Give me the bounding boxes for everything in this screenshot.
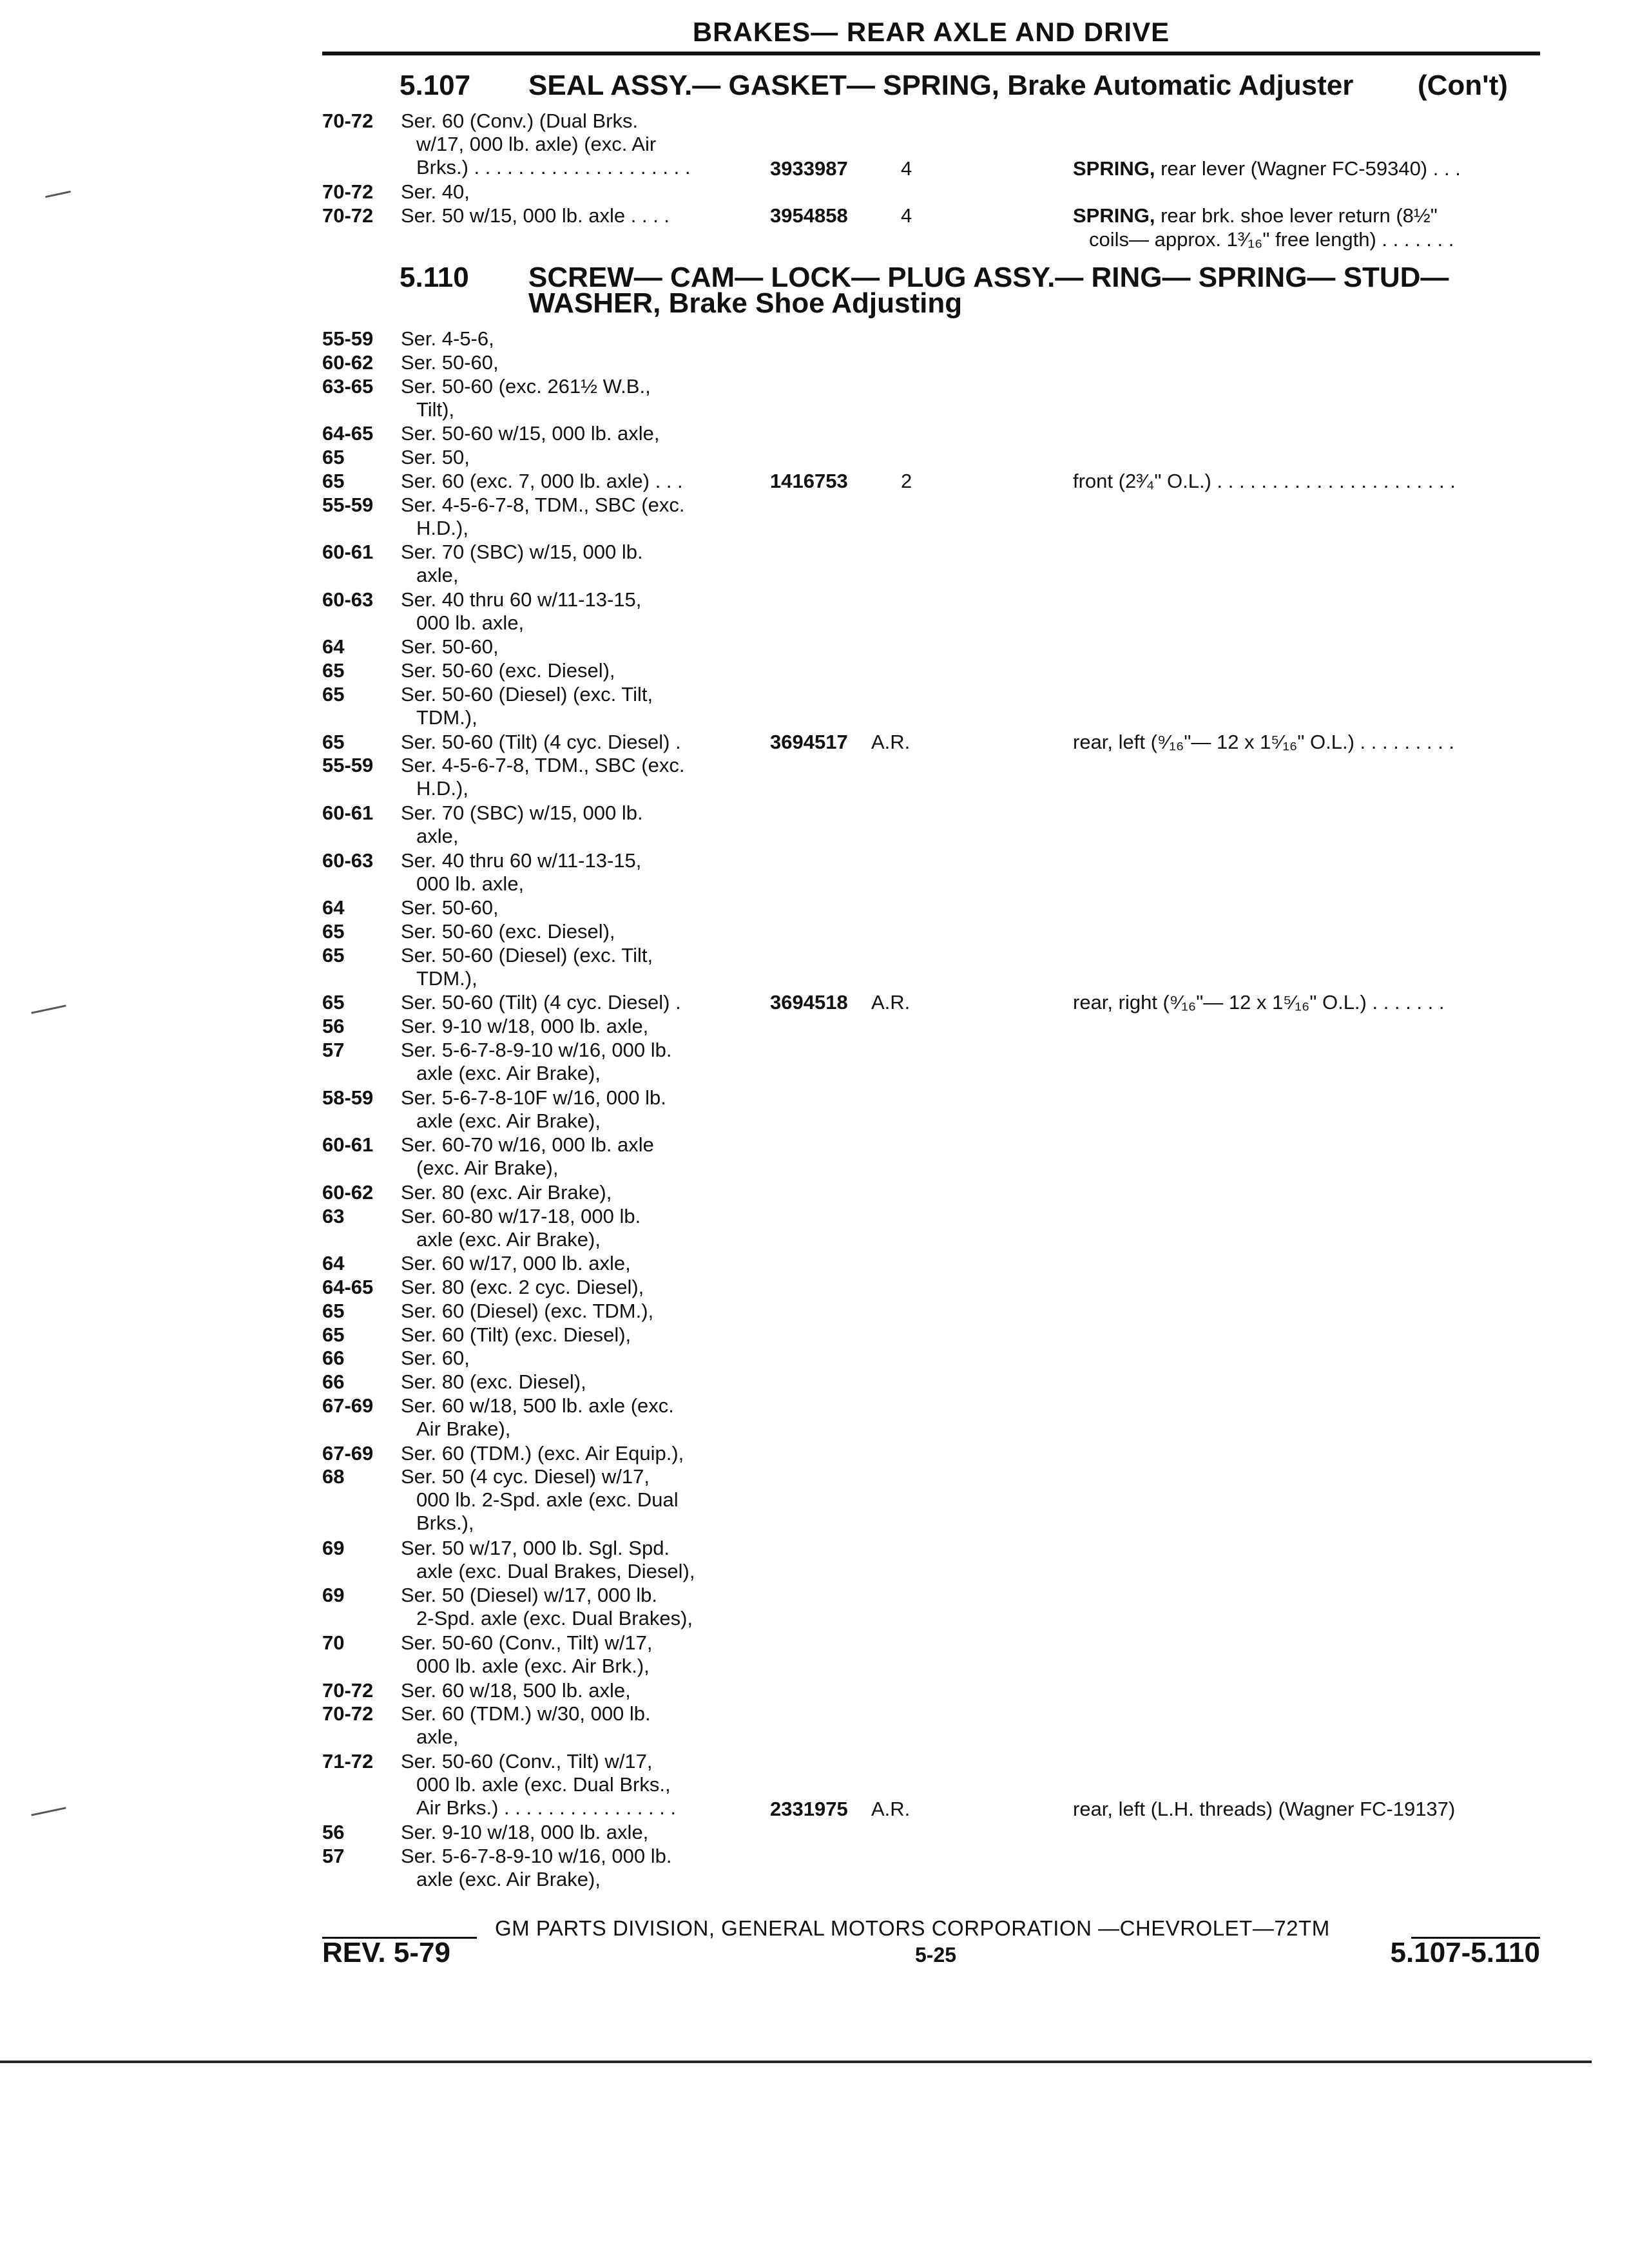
series-description: [401, 991, 736, 1014]
scan-edge-rule: [0, 2061, 1592, 2063]
series-line: Ser. 60-70 w/16, 000 lb. axle: [401, 1133, 654, 1156]
series-line: Ser. 4-5-6,: [401, 327, 494, 350]
series-line: axle (exc. Dual Brakes, Diesel),: [416, 1560, 695, 1582]
series-description: [401, 1323, 736, 1347]
series-line: Brks.),: [416, 1512, 474, 1534]
model-year: 57: [322, 1039, 345, 1061]
series-description: [401, 470, 736, 493]
series-description: [401, 1039, 736, 1085]
model-year: 55-59: [322, 494, 374, 516]
series-line: TDM.),: [416, 706, 477, 729]
model-year: 67-69: [322, 1394, 374, 1417]
series-line: Ser. 50 (4 cyc. Diesel) w/17,: [401, 1465, 650, 1488]
series-description: [401, 1750, 736, 1820]
series-description: [401, 896, 736, 919]
model-year: 64: [322, 896, 345, 919]
series-line: axle,: [416, 825, 459, 847]
model-year: 60-62: [322, 351, 374, 374]
model-year: 70-72: [322, 180, 374, 203]
model-year: 60-61: [322, 1133, 374, 1156]
model-year: 65: [322, 920, 345, 943]
model-year: 66: [322, 1347, 345, 1369]
series-description: [401, 1845, 736, 1891]
series-line: Ser. 70 (SBC) w/15, 000 lb.: [401, 541, 643, 563]
part-description: [1073, 1798, 1543, 1821]
series-line: Ser. 70 (SBC) w/15, 000 lb.: [401, 802, 643, 824]
series-line: Ser. 50-60 (Diesel) (exc. Tilt,: [401, 944, 653, 966]
series-line: Ser. 50-60 (exc. Diesel),: [401, 659, 615, 682]
model-year: 64: [322, 635, 345, 658]
series-description: [401, 754, 736, 800]
series-description: [401, 1300, 736, 1323]
footer-revision: REV. 5-79: [322, 1937, 450, 1968]
series-line: Ser. 50-60 w/15, 000 lb. axle,: [401, 422, 660, 445]
model-year: 60-61: [322, 802, 374, 824]
series-line: Ser. 9-10 w/18, 000 lb. axle,: [401, 1821, 649, 1843]
model-year: 65: [322, 1300, 345, 1322]
part-detail-continued: coils— approx. 1³⁄₁₆" free length) . . . . . . .: [1089, 228, 1454, 251]
series-line: Ser. 4-5-6-7-8, TDM., SBC (exc.: [401, 754, 685, 776]
series-line: Ser. 80 (exc. Air Brake),: [401, 1181, 612, 1204]
series-description: [401, 1584, 736, 1630]
model-year: 70-72: [322, 110, 374, 132]
section-title: SEAL ASSY.— GASKET— SPRING, Brake Automatic Adjuster: [528, 70, 1354, 101]
series-description: [401, 588, 736, 635]
model-year: 65: [322, 683, 345, 706]
model-year: 71-72: [322, 1750, 374, 1773]
model-year: 68: [322, 1465, 345, 1488]
model-year: 60-63: [322, 588, 374, 611]
series-description: [401, 375, 736, 421]
series-line: Ser. 60,: [401, 1347, 470, 1369]
series-description: [401, 1181, 736, 1204]
series-description: [401, 659, 736, 682]
series-line: Ser. 9-10 w/18, 000 lb. axle,: [401, 1015, 649, 1037]
series-line: Ser. 50 (Diesel) w/17, 000 lb.: [401, 1584, 658, 1606]
series-line: Ser. 60 (Tilt) (exc. Diesel),: [401, 1323, 631, 1346]
series-line: w/17, 000 lb. axle) (exc. Air: [416, 133, 657, 155]
model-year: 70-72: [322, 1702, 374, 1725]
model-year: 56: [322, 1015, 345, 1037]
model-year: 70-72: [322, 204, 374, 227]
series-description: [401, 110, 736, 179]
model-year: 64-65: [322, 422, 374, 445]
model-year: 65: [322, 659, 345, 682]
series-description: [401, 1205, 736, 1251]
model-year: 70-72: [322, 1679, 374, 1702]
series-line: Ser. 5-6-7-8-9-10 w/16, 000 lb.: [401, 1845, 672, 1867]
margin-tick: [31, 1807, 66, 1816]
footer-section-ref: 5.107-5.110: [1390, 1937, 1540, 1968]
part-name: SPRING,: [1073, 157, 1155, 180]
series-description: [401, 849, 736, 896]
series-line: Ser. 50-60,: [401, 896, 499, 919]
model-year: 55-59: [322, 754, 374, 776]
series-line: Ser. 50-60 (Tilt) (4 cyc. Diesel) .: [401, 991, 681, 1014]
footer-info-line: [322, 1937, 1540, 1972]
series-description: [401, 920, 736, 943]
series-line: Ser. 5-6-7-8-9-10 w/16, 000 lb.: [401, 1039, 672, 1061]
series-description: [401, 1442, 736, 1465]
series-description: [401, 1086, 736, 1133]
model-year: 63-65: [322, 375, 374, 398]
model-year: 70: [322, 1631, 345, 1654]
series-line: Ser. 50,: [401, 446, 470, 468]
model-year: 65: [322, 446, 345, 468]
model-year: 65: [322, 470, 345, 492]
model-year: 57: [322, 1845, 345, 1867]
part-number: 1416753: [770, 470, 848, 492]
series-line: Ser. 60 (TDM.) w/30, 000 lb.: [401, 1702, 651, 1725]
series-description: [401, 541, 736, 587]
series-line: H.D.),: [416, 777, 468, 800]
part-number: 3933987: [770, 157, 848, 180]
model-year: 60-62: [322, 1181, 374, 1204]
series-line: axle (exc. Air Brake),: [416, 1868, 601, 1890]
series-line: Ser. 50 w/15, 000 lb. axle . . . .: [401, 204, 670, 227]
series-line: Ser. 40 thru 60 w/11-13-15,: [401, 849, 642, 872]
series-line: 000 lb. 2-Spd. axle (exc. Dual: [416, 1488, 679, 1511]
section-number: 5.110: [400, 262, 469, 293]
part-detail: rear brk. shoe lever return (8½": [1155, 204, 1438, 227]
model-year: 64: [322, 1252, 345, 1274]
series-description: [401, 1347, 736, 1370]
series-line: Ser. 60 (Conv.) (Dual Brks.: [401, 110, 639, 132]
series-line: Ser. 50-60 (Conv., Tilt) w/17,: [401, 1631, 653, 1654]
part-name: SPRING,: [1073, 204, 1155, 227]
series-description: [401, 204, 736, 227]
series-line: axle (exc. Air Brake),: [416, 1062, 601, 1084]
part-detail: rear lever (Wagner FC-59340) . . .: [1155, 157, 1461, 180]
series-line: Ser. 40 thru 60 w/11-13-15,: [401, 588, 642, 611]
series-line: Ser. 60 w/17, 000 lb. axle,: [401, 1252, 631, 1274]
series-description: [401, 1276, 736, 1299]
series-line: (exc. Air Brake),: [416, 1157, 559, 1179]
series-line: Ser. 50 w/17, 000 lb. Sgl. Spd.: [401, 1537, 670, 1559]
series-line: Ser. 60 w/18, 500 lb. axle,: [401, 1679, 631, 1702]
series-line: Ser. 80 (exc. 2 cyc. Diesel),: [401, 1276, 644, 1298]
part-number: 3954858: [770, 204, 848, 227]
margin-tick: [31, 1004, 66, 1014]
section-heading-5-107: [400, 70, 1508, 101]
series-description: [401, 446, 736, 469]
part-detail: rear, left (L.H. threads) (Wagner FC-19137): [1073, 1798, 1456, 1820]
margin-tick: [45, 191, 71, 198]
series-line: axle,: [416, 564, 459, 586]
footer-publisher: GM PARTS DIVISION, GENERAL MOTORS CORPORATION —CHEVROLET—72TM: [495, 1916, 1330, 1940]
footer-page-number: 5-25: [915, 1943, 957, 1966]
series-line: Air Brks.) . . . . . . . . . . . . . . . .: [416, 1796, 677, 1819]
model-year: 65: [322, 731, 345, 753]
part-number: 3694518: [770, 991, 848, 1014]
part-detail: rear, left (⁹⁄₁₆"— 12 x 1⁵⁄₁₆" O.L.) . . . . . . . . .: [1073, 731, 1454, 753]
model-year: 65: [322, 1323, 345, 1346]
series-line: 000 lb. axle,: [416, 872, 525, 895]
series-description: [401, 327, 736, 351]
series-description: [401, 683, 736, 729]
series-line: axle,: [416, 1725, 459, 1748]
series-description: [401, 1821, 736, 1844]
series-line: 000 lb. axle (exc. Dual Brks.,: [416, 1773, 671, 1796]
quantity: A.R.: [871, 1798, 911, 1820]
series-description: [401, 494, 736, 540]
series-line: 2-Spd. axle (exc. Dual Brakes),: [416, 1607, 693, 1629]
model-year: 65: [322, 944, 345, 966]
series-line: Ser. 4-5-6-7-8, TDM., SBC (exc.: [401, 494, 685, 516]
part-description: [1073, 991, 1543, 1014]
quantity: 4: [901, 157, 912, 180]
series-line: Ser. 80 (exc. Diesel),: [401, 1370, 586, 1393]
series-line: Ser. 60 (exc. 7, 000 lb. axle) . . .: [401, 470, 683, 492]
series-description: [401, 635, 736, 658]
series-line: Ser. 60-80 w/17-18, 000 lb.: [401, 1205, 641, 1227]
series-line: Ser. 50-60,: [401, 635, 499, 658]
series-description: [401, 351, 736, 374]
series-line: Ser. 50-60 (exc. Diesel),: [401, 920, 615, 943]
series-line: 000 lb. axle,: [416, 611, 525, 634]
series-description: [401, 1370, 736, 1394]
model-year: 65: [322, 991, 345, 1014]
part-description: [1073, 157, 1543, 180]
series-line: H.D.),: [416, 517, 468, 539]
model-year: 66: [322, 1370, 345, 1393]
series-line: axle (exc. Air Brake),: [416, 1228, 601, 1251]
series-line: Ser. 50-60 (exc. 261½ W.B.,: [401, 375, 651, 398]
series-line: 000 lb. axle (exc. Air Brk.),: [416, 1655, 650, 1677]
model-year: 58-59: [322, 1086, 374, 1109]
page-header-title: BRAKES— REAR AXLE AND DRIVE: [692, 17, 1170, 47]
series-line: Ser. 60 (Diesel) (exc. TDM.),: [401, 1300, 654, 1322]
model-year: 55-59: [322, 327, 374, 350]
series-line: TDM.),: [416, 967, 477, 990]
quantity: A.R.: [871, 731, 911, 753]
series-description: [401, 1679, 736, 1702]
quantity: 2: [901, 470, 912, 492]
series-description: [401, 802, 736, 848]
series-description: [401, 180, 736, 204]
series-description: [401, 1631, 736, 1678]
section-heading-5-110-line2: [528, 289, 962, 318]
series-line: Brks.) . . . . . . . . . . . . . . . . . . . .: [416, 156, 691, 178]
series-description: [401, 944, 736, 990]
continued-label: (Con't): [1418, 70, 1508, 101]
series-description: [401, 1465, 736, 1535]
header-rule: [322, 52, 1540, 55]
part-detail: rear, right (⁹⁄₁₆"— 12 x 1⁵⁄₁₆" O.L.) . . . . . . .: [1073, 991, 1445, 1014]
series-line: Ser. 50-60 (Tilt) (4 cyc. Diesel) .: [401, 731, 681, 753]
series-line: Ser. 5-6-7-8-10F w/16, 000 lb.: [401, 1086, 666, 1109]
series-description: [401, 1537, 736, 1583]
part-number: 2331975: [770, 1798, 848, 1820]
series-line: Ser. 50-60 (Conv., Tilt) w/17,: [401, 1750, 653, 1773]
part-number: 3694517: [770, 731, 848, 753]
model-year: 69: [322, 1584, 345, 1606]
section-title-line1: SCREW— CAM— LOCK— PLUG ASSY.— RING— SPRING— STUD—: [528, 262, 1449, 293]
section-title-line2: WASHER, Brake Shoe Adjusting: [528, 287, 963, 319]
quantity: 4: [901, 204, 912, 227]
section-number: 5.107: [400, 70, 471, 101]
series-description: [401, 1394, 736, 1441]
series-description: [401, 1702, 736, 1749]
model-year: 60-63: [322, 849, 374, 872]
series-description: [401, 422, 736, 445]
series-line: Tilt),: [416, 398, 455, 421]
series-line: Ser. 60 (TDM.) (exc. Air Equip.),: [401, 1442, 684, 1465]
series-description: [401, 1252, 736, 1275]
quantity: A.R.: [871, 991, 911, 1014]
model-year: 63: [322, 1205, 345, 1227]
series-line: axle (exc. Air Brake),: [416, 1110, 601, 1132]
part-detail: front (2³⁄₄" O.L.) . . . . . . . . . . . . . . . . . . . . . .: [1073, 470, 1456, 492]
series-description: [401, 731, 736, 754]
series-line: Air Brake),: [416, 1418, 511, 1440]
series-line: Ser. 60 w/18, 500 lb. axle (exc.: [401, 1394, 674, 1417]
part-description: [1073, 731, 1543, 754]
series-line: Ser. 50-60,: [401, 351, 499, 374]
part-description: [1073, 204, 1543, 227]
series-line: Ser. 50-60 (Diesel) (exc. Tilt,: [401, 683, 653, 706]
series-description: [401, 1015, 736, 1038]
series-description: [401, 1133, 736, 1180]
model-year: 60-61: [322, 541, 374, 563]
model-year: 64-65: [322, 1276, 374, 1298]
model-year: 56: [322, 1821, 345, 1843]
model-year: 67-69: [322, 1442, 374, 1465]
model-year: 69: [322, 1537, 345, 1559]
part-description: [1073, 470, 1543, 493]
series-line: Ser. 40,: [401, 180, 470, 203]
